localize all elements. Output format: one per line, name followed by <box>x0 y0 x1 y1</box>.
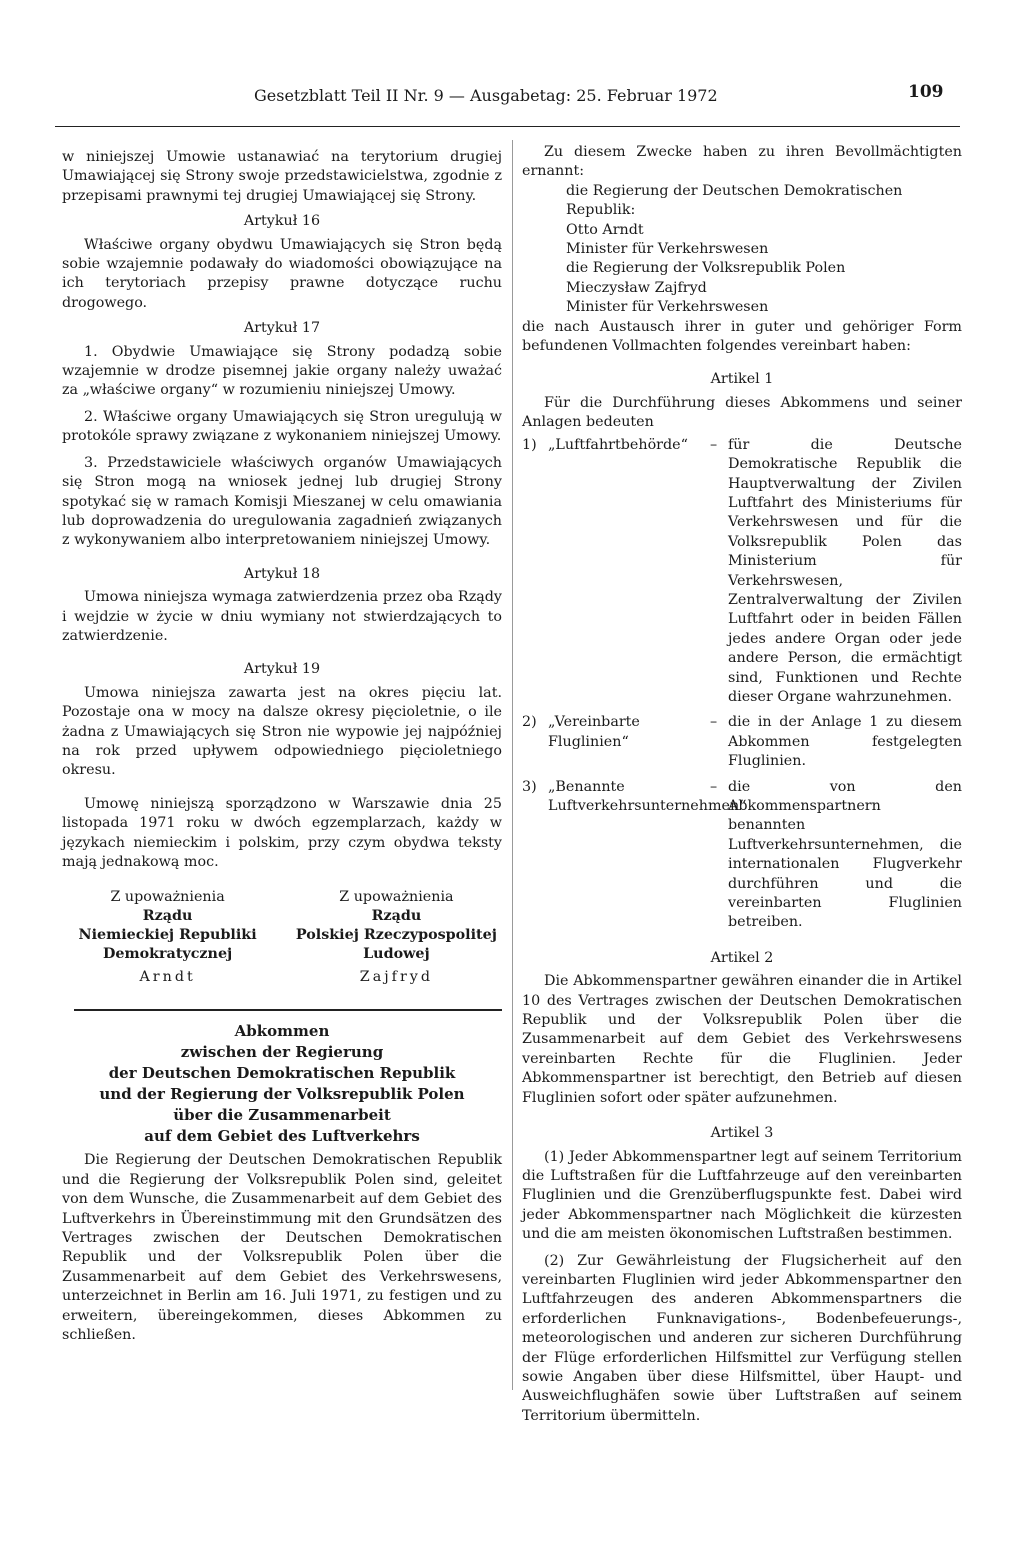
paragraph: Für die Durchführung dieses Abkommens und seiner Anlagen bedeuten <box>522 394 962 431</box>
title-line: und der Regierung der Volksrepublik Polen <box>99 1085 465 1104</box>
article-heading: Artykuł 17 <box>243 320 321 337</box>
paragraph: 1. Obydwie Umawiające się Strony podadzą sobie wzajemnie w drodze pisemnej jakie organy należy uważać za „właściwe organy“ w rozumieniu niniejszej Umowy. <box>62 343 502 399</box>
paragraph: 2. Właściwe organy Umawiających się Stron uregulują w protokóle sprawy związane z wykonaniem niniejszej Umowy. <box>62 408 502 445</box>
paragraph: Właściwe organy obydwu Umawiających się Stron będą sobie wzajemnie podawały do wiadomości obowiązujące na ich terytoriach przepisy prawne dotyczące ruchu drogowego. <box>62 236 502 311</box>
paragraph: Umowa niniejsza wymaga zatwierdzenia przez oba Rządy i wejdzie w życie w dniu wymiany not stwierdzających to zatwierdzenie. <box>62 589 502 644</box>
signature-line: Rządu <box>142 908 193 925</box>
signature-line: Polskiej Rzeczypospolitej <box>295 927 497 944</box>
definition-term: „Benannte Luftverkehrsunternehmen“ <box>548 778 747 814</box>
right-column <box>522 143 962 1426</box>
definition-dash: – <box>710 714 718 731</box>
definition-text: für die Deutsche Demokratische Republik die Hauptverwaltung der Zivilen Luftfahrt des Ministeriums für Verkehrswesen und für die Volksrepublik Polen das Ministerium für Verkehrswesen, Zentralverwaltung der Zivilen Luftfahrt oder in beiden Fällen jedes andere Organ oder jede andere Person, die ermächtigt sind, Funktionen und Rechte dieser Organe wahrzunehmen. <box>728 436 962 705</box>
paragraph: (1) Jeder Abkommenspartner legt auf seinem Territorium die Luftstraßen für die Luftfahrzeuge auf den vereinbarten Fluglinien und die Grenzüberflugspunkte fest. Dabei wird jeder Abkommenspartner nach Möglichkeit die kürzesten und die am meisten ökonomischen Luftstraßen bestimmen. <box>522 1148 962 1243</box>
plenipotentiary-name: Mieczysław Zajfryd <box>566 279 707 296</box>
paragraph: Umowa niniejsza zawarta jest na okres pięciu lat. Pozostaje ona w mocy na dalsze okresy pięcioletnie, o ile żadna z Umawiających się Stron nie wypowie jej najpóźniej na rok przed upływem odpowiedniego pięcioletniego okresu. <box>62 684 502 779</box>
page-number: 109 <box>908 82 944 102</box>
article-heading: Artikel 2 <box>710 949 774 966</box>
definition-item <box>522 713 962 771</box>
signature-line: Rządu <box>371 908 422 925</box>
paragraph: (2) Zur Gewährleistung der Flugsicherheit auf den vereinbarten Fluglinien wird jeder Abkommenspartner den Luftfahrzeugen des anderen Abkommenspartners die erforderlichen Funknavigations-, Bodenbefeuerungs-, meteorologischen und anderen zur sicheren Durchführung der Flüge erforderlichen Hilfsmittel zur Verfügung stellen sowie Angaben über diese Hilfsmittel, über Haupt- und Ausweichflughäfen sowie über Luftstraßen auf seinem Territorium übermitteln. <box>522 1252 962 1424</box>
definition-text: die von den Abkommenspartnern benannten Luftverkehrsunternehmen, die internationalen Flugverkehr durchführen und die vereinbarten Fluglinien betreiben. <box>728 778 962 931</box>
paragraph: die nach Austausch ihrer in guter und gehöriger Form befundenen Vollmachten folgendes vereinbart haben: <box>522 318 962 355</box>
article-heading: Artykuł 19 <box>243 661 321 678</box>
paragraph: w niniejszej Umowie ustanawiać na terytorium drugiej Umawiającej się Strony swoje przedstawicielstwa, zgodnie z przepisami prawnymi tej drugiej Umawiającej się Strony. <box>62 149 502 204</box>
article-heading: Artikel 1 <box>710 371 774 388</box>
title-line: auf dem Gebiet des Luftverkehrs <box>144 1127 420 1146</box>
definition-dash: – <box>710 778 718 795</box>
signatory-name: Arndt <box>139 969 196 986</box>
preamble: Die Regierung der Deutschen Demokratischen Republik und die Regierung der Volksrepublik Polen sind, geleitet von dem Wunsche, die Zusammenarbeit auf dem Gebiet des Luftverkehrs in Übereinstimmung mit den Grundsätzen des Vertrages zwischen der Deutschen Demokratischen Republik und der Volksrepublik Polen über die Zusammenarbeit auf dem Gebiet des Verkehrswesens, unterzeichnet in Berlin am 16. Juli 1971, zu festigen und zu erweitern, übereingekommen, dieses Abkommen zu schließen. <box>62 1152 502 1344</box>
header-rule <box>55 126 960 127</box>
article-heading: Artykuł 18 <box>243 565 321 582</box>
definition-number: 2) <box>522 714 537 731</box>
definition-text: die in der Anlage 1 zu diesem Abkommen festgelegten Fluglinien. <box>728 714 962 770</box>
signature-line: Z upoważnienia <box>110 889 225 906</box>
definition-item <box>522 436 962 708</box>
definition-number: 1) <box>522 436 537 453</box>
title-line: zwischen der Regierung <box>180 1043 384 1062</box>
title-line: der Deutschen Demokratischen Republik <box>108 1064 456 1083</box>
signature-line: Niemieckiej Republiki <box>78 927 257 944</box>
left-column <box>62 148 502 1345</box>
paragraph: Die Abkommenspartner gewähren einander die in Artikel 10 des Vertrages zwischen der Deutschen Demokratischen Republik und der Volksrepublik Polen über die Zusammenarbeit auf dem Gebiet des Verkehrswesens vereinbarten Rechte für die Fluglinien. Jeder Abkommenspartner ist berechtigt, den Betrieb auf diesen Fluglinien sofort oder später aufzunehmen. <box>522 973 962 1106</box>
paragraph: Umowę niniejszą sporządzono w Warszawie dnia 25 listopada 1971 roku w dwóch egzemplarzach, każdy w językach niemieckim i polskim, przy czym obydwa teksty mają jednakową moc. <box>62 795 502 870</box>
plenipotentiary-government: die Regierung der Volksrepublik Polen <box>566 260 846 277</box>
signatory-name: Zajfryd <box>359 969 434 986</box>
paragraph: 3. Przedstawiciele właściwych organów Umawiających się Stron mogą na wniosek jednej lub drugiej Strony spotykać się w ramach Komisji Mieszanej w celu omawiania lub doprowadzenia do uregulowania zagadnień związanych z wykonywaniem albo interpretowaniem niniejszej Umowy. <box>62 454 502 549</box>
definition-term: „Luftfahrtbehörde“ <box>548 436 688 453</box>
signature-left <box>62 888 273 987</box>
title-line: über die Zusammenarbeit <box>173 1106 391 1125</box>
definition-item <box>522 778 962 933</box>
column-divider <box>512 140 513 1390</box>
paragraph: Zu diesem Zwecke haben zu ihren Bevollmächtigten ernannt: <box>522 144 962 180</box>
signature-line: Ludowej <box>363 946 430 963</box>
plenipotentiary-role: Minister für Verkehrswesen <box>566 241 769 258</box>
definition-term: „Vereinbarte Fluglinien“ <box>548 714 640 750</box>
definition-dash: – <box>710 436 718 453</box>
plenipotentiary-name: Otto Arndt <box>566 221 644 238</box>
plenipotentiary-role: Minister für Verkehrswesen <box>566 299 769 316</box>
definition-number: 3) <box>522 778 537 795</box>
article-heading: Artikel 3 <box>710 1125 774 1142</box>
section-rule <box>74 1009 502 1011</box>
signature-line: Demokratycznej <box>102 946 233 963</box>
running-header: Gesetzblatt Teil II Nr. 9 — Ausgabetag: 25. Februar 1972 <box>254 86 718 105</box>
plenipotentiary-government: die Regierung der Deutschen Demokratischen Republik: <box>566 182 903 219</box>
agreement-title <box>62 1021 502 1147</box>
signature-line: Z upoważnienia <box>339 889 454 906</box>
article-heading: Artykuł 16 <box>243 213 321 230</box>
signature-right <box>291 888 502 987</box>
signature-block <box>62 888 502 987</box>
title-line: Abkommen <box>234 1022 330 1041</box>
